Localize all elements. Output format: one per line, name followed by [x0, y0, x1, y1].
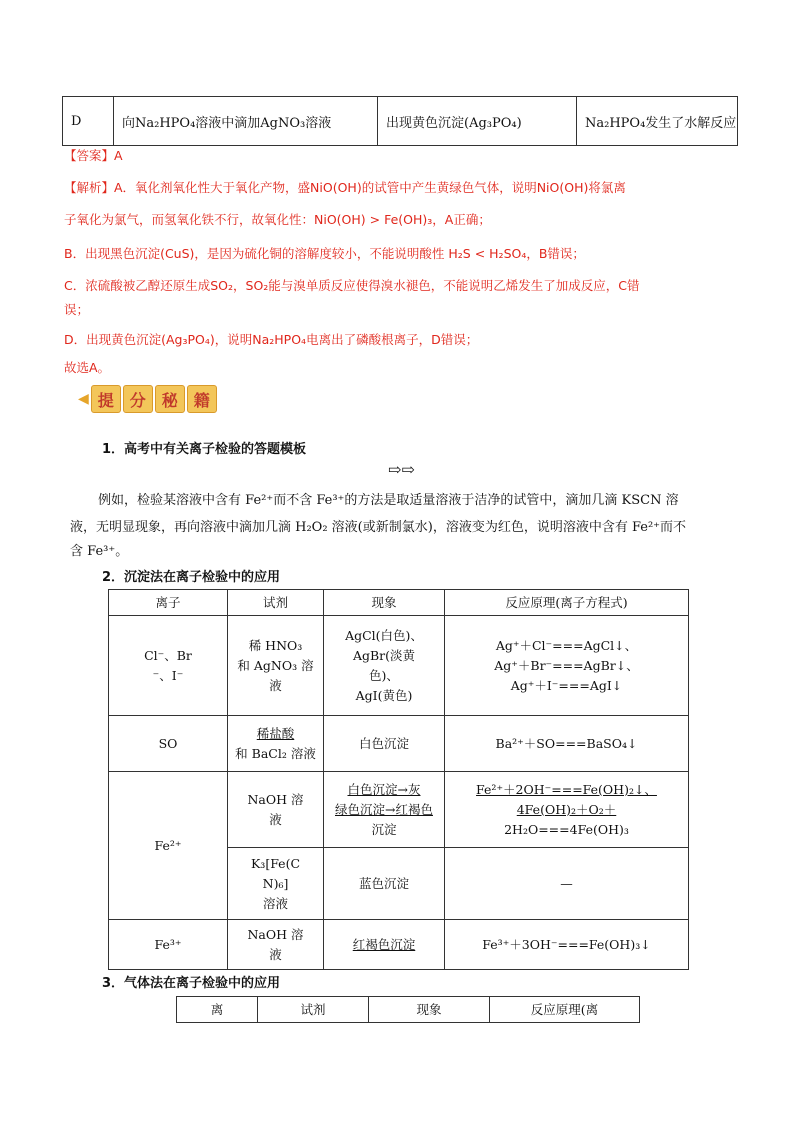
phenomenon-cell: 红褐色沉淀 [324, 920, 445, 970]
equation-cell: Ag⁺＋Cl⁻===AgCl↓、 Ag⁺＋Br⁻===AgBr↓、 Ag⁺＋I⁻===AgI↓ [445, 616, 689, 716]
ion-cell: SO [109, 716, 228, 772]
col-header: 现象 [324, 590, 445, 616]
banner-char: 秘 [155, 385, 185, 413]
conclusion-cell: Na₂HPO₄发生了水解反应 [577, 97, 738, 146]
tips-banner [78, 385, 217, 413]
table-header-row [109, 590, 689, 616]
phenomenon-cell: 出现黄色沉淀(Ag₃PO₄) [378, 97, 577, 146]
col-header: 离子 [109, 590, 228, 616]
reagent-cell: 稀 HNO₃ 和 AgNO₃ 溶 液 [228, 616, 324, 716]
phenomenon-cell: AgCl(白色)、 AgBr(淡黄 色)、 AgI(黄色) [324, 616, 445, 716]
section1-text: 含 Fe³⁺。 [70, 544, 129, 559]
banner-char: 籍 [187, 385, 217, 413]
table-row [109, 716, 689, 772]
table-row [109, 920, 689, 970]
reagent-cell: NaOH 溶 液 [228, 920, 324, 970]
section2-heading: 2．沉淀法在离子检验中的应用 [102, 570, 281, 585]
section1-heading: 1．高考中有关离子检验的答题模板 [102, 442, 307, 457]
answer-line: 【答案】A [64, 148, 123, 163]
option-letter: D [63, 97, 114, 146]
precipitation-table [108, 589, 689, 970]
arrow-icon: ⇨⇨ [388, 460, 415, 479]
section1-text: 例如，检验某溶液中含有 Fe²⁺而不含 Fe³⁺的方法是取适量溶液于洁净的试管中，滴加几滴 KSCN 溶 [98, 493, 679, 508]
analysis-c: C．浓硫酸被乙醇还原生成SO₂，SO₂能与溴单质反应使得溴水褪色，不能说明乙烯发生了加成反应，C错 [64, 278, 640, 293]
ion-cell: Cl⁻、Br ⁻、I⁻ [109, 616, 228, 716]
reagent-cell: 稀盐酸 和 BaCl₂ 溶液 [228, 716, 324, 772]
col-header: 反应原理(离子方程式) [445, 590, 689, 616]
gas-table [176, 996, 640, 1023]
operation-cell: 向Na₂HPO₄溶液中滴加AgNO₃溶液 [114, 97, 378, 146]
banner-char: 提 [91, 385, 121, 413]
option-table [62, 96, 738, 146]
equation-cell: Fe²⁺＋2OH⁻===Fe(OH)₂↓、 4Fe(OH)₂＋O₂＋ 2H₂O===4Fe(OH)₃ [445, 772, 689, 848]
analysis-conclusion: 故选A。 [64, 360, 111, 375]
reagent-cell: NaOH 溶 液 [228, 772, 324, 848]
analysis-a: 【解析】A．氧化剂氧化性大于氧化产物，盛NiO(OH)的试管中产生黄绿色气体，说明NiO(OH)将氯离 [64, 180, 626, 195]
section3-heading: 3．气体法在离子检验中的应用 [102, 976, 281, 991]
phenomenon-cell: 蓝色沉淀 [324, 848, 445, 920]
analysis-b: B．出现黑色沉淀(CuS)，是因为硫化铜的溶解度较小，不能说明酸性 H₂S < H₂SO₄，B错误； [64, 246, 585, 261]
section1-text: 液，无明显现象，再向溶液中滴加几滴 H₂O₂ 溶液(或新制氯水)，溶液变为红色，说明溶液中含有 Fe²⁺而不 [70, 520, 687, 535]
reagent-cell: K₃[Fe(C N)₆] 溶液 [228, 848, 324, 920]
equation-cell: Ba²⁺＋SO===BaSO₄↓ [445, 716, 689, 772]
table-row [109, 616, 689, 716]
col-header: 试剂 [258, 997, 369, 1023]
table-row [109, 772, 689, 848]
analysis-c-cont: 误； [64, 302, 90, 317]
ion-cell: Fe²⁺ [109, 772, 228, 920]
col-header: 反应原理(离 [490, 997, 640, 1023]
table-header-row [177, 997, 640, 1023]
col-header: 离 [177, 997, 258, 1023]
phenomenon-cell: 白色沉淀→灰 绿色沉淀→红褐色 沉淀 [324, 772, 445, 848]
col-header: 现象 [369, 997, 490, 1023]
col-header: 试剂 [228, 590, 324, 616]
analysis-a-cont: 子氧化为氯气，而氢氧化铁不行，故氧化性：NiO(OH) > Fe(OH)₃，A正确； [64, 212, 491, 227]
analysis-d: D．出现黄色沉淀(Ag₃PO₄)，说明Na₂HPO₄电离出了磷酸根离子，D错误； [64, 332, 479, 347]
banner-char: 分 [123, 385, 153, 413]
equation-cell: Fe³⁺＋3OH⁻===Fe(OH)₃↓ [445, 920, 689, 970]
speaker-icon: ◀ [78, 391, 89, 407]
phenomenon-cell: 白色沉淀 [324, 716, 445, 772]
equation-cell: — [445, 848, 689, 920]
table-row [63, 97, 738, 146]
ion-cell: Fe³⁺ [109, 920, 228, 970]
